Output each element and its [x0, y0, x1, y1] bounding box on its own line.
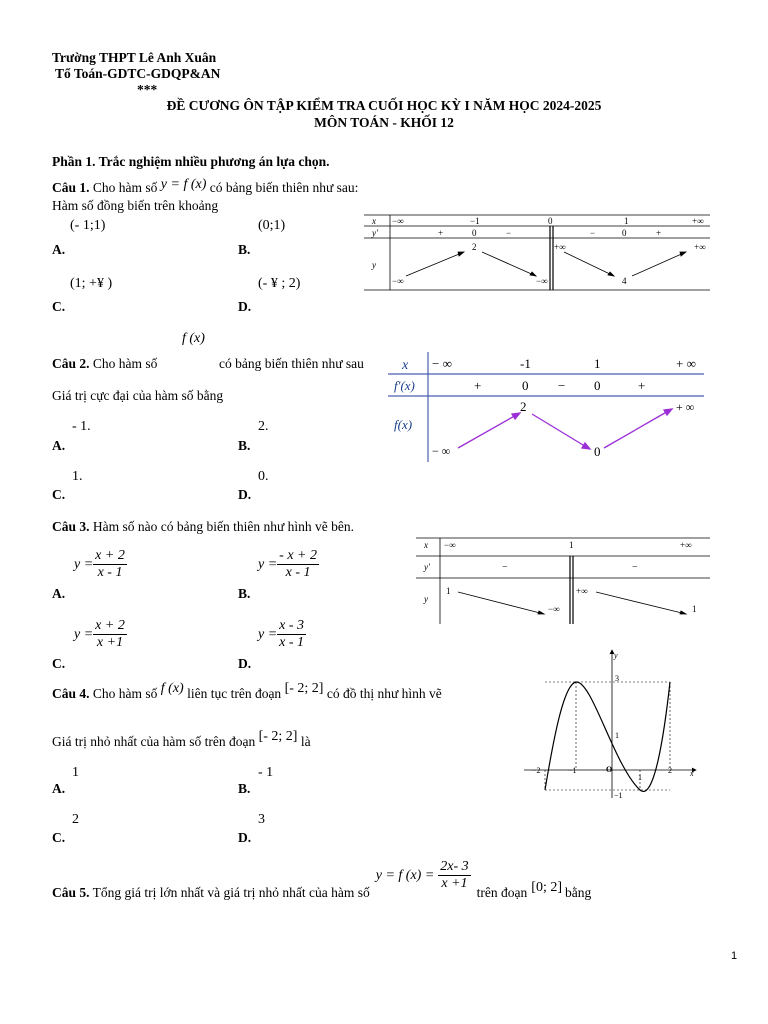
q1-y-val: +∞ — [554, 242, 566, 252]
q2-answer-d-label: D. — [238, 487, 252, 502]
q1-sign: − — [506, 228, 512, 238]
q2-arrow — [604, 410, 670, 448]
q2-answer-a-value: - 1. — [72, 419, 91, 434]
q3-answer-c-label: C. — [52, 656, 66, 671]
q1-answer-b-label: B. — [238, 242, 251, 257]
q2-arrow-head — [664, 409, 672, 415]
q1-y-val: 4 — [622, 276, 627, 286]
q2-x-label: x — [402, 358, 409, 373]
q1-answer-b-value: (0;1) — [258, 218, 286, 233]
q2-variation-table — [388, 350, 706, 464]
document-title: ĐỀ CƯƠNG ÔN TẬP KIỂM TRA CUỐI HỌC KỲ I NĂM HỌC 2024-2025 — [166, 98, 602, 113]
q4-answer-b-value: - 1 — [258, 765, 274, 780]
q3-b-numerator: - x + 2 — [279, 548, 317, 563]
q2-arrow-head — [512, 413, 520, 419]
q3-y-val: −∞ — [548, 604, 560, 614]
q1-x-val: −1 — [470, 216, 480, 226]
q2-y-val: 0 — [594, 444, 601, 459]
q4-tick-x: −2 — [532, 766, 541, 775]
q3-b-lhs: y = — [258, 556, 278, 572]
q1-variation-table — [364, 212, 712, 292]
q3-d-fraction — [277, 618, 306, 651]
question-4-line2-post: là — [300, 734, 311, 749]
q2-x-val: 1 — [594, 356, 601, 371]
q4-curve — [545, 682, 670, 791]
q1-arrow-head — [458, 252, 464, 256]
q1-arrow-head — [608, 272, 614, 276]
question-5-interval: [0; 2] — [531, 880, 562, 895]
q1-sign: + — [438, 228, 444, 238]
q1-y-label: y — [372, 260, 376, 270]
q1-x-label: x — [372, 216, 376, 226]
q3-sign: − — [632, 562, 638, 573]
header-stars: *** — [137, 82, 158, 97]
q2-arrow-head — [582, 443, 590, 449]
question-4-stem — [52, 681, 442, 703]
q4-tick-x: 2 — [668, 766, 672, 775]
q3-arrow-head — [538, 611, 544, 614]
q3-y-val: 1 — [692, 604, 697, 614]
q4-tick-y: 1 — [615, 731, 619, 740]
q1-answer-a-value: (- 1;1) — [70, 218, 106, 233]
q3-y-label: y — [424, 594, 428, 604]
question-3-stem — [52, 519, 354, 535]
q4-tick-x: 1 — [638, 773, 642, 782]
question-5-stem — [52, 859, 592, 902]
q3-a-denominator: x - 1 — [97, 565, 123, 580]
q2-answer-b-label: B. — [238, 438, 251, 453]
question-2-function-above: f (x) — [182, 331, 205, 346]
q3-y-val: +∞ — [576, 586, 588, 596]
question-1-number: Câu 1. — [52, 180, 90, 195]
q4-x-axis-label: x — [690, 769, 694, 778]
q4-tick-x: −1 — [568, 766, 577, 775]
q4-answer-a-label: A. — [52, 781, 66, 796]
q2-sign: + — [638, 378, 646, 393]
q4-y-axis-label: y — [614, 651, 618, 660]
q1-y-val: −∞ — [392, 276, 404, 286]
question-2-pre: Cho hàm số — [92, 356, 158, 371]
q4-tick-y: −1 — [614, 791, 623, 800]
q3-a-lhs: y = — [74, 556, 94, 572]
question-2-stem — [52, 356, 157, 372]
question-2-post: có bảng biến thiên như sau — [219, 356, 364, 371]
question-1-pre: Cho hàm số — [92, 180, 158, 195]
question-4-line2 — [52, 729, 311, 751]
q3-b-fraction — [277, 548, 319, 581]
q2-sign: + — [474, 378, 482, 393]
q1-answer-c-value: (1; +¥ ) — [70, 276, 113, 291]
question-3-number: Câu 3. — [52, 519, 90, 534]
question-4-interval2: [- 2; 2] — [258, 729, 298, 744]
question-5-post: bằng — [565, 885, 592, 900]
q1-y-val: −∞ — [536, 276, 548, 286]
q4-tick-y: 3 — [615, 674, 619, 683]
q3-x-val: 1 — [569, 540, 574, 550]
q3-variation-table — [416, 536, 712, 626]
q2-f-label: f(x) — [394, 417, 413, 432]
q4-function-graph — [514, 646, 702, 806]
q3-c-fraction — [93, 618, 127, 651]
page-number: 1 — [731, 950, 738, 962]
q1-answer-a-label: A. — [52, 242, 66, 257]
q2-fp-label: f′(x) — [394, 378, 415, 393]
q1-arrow — [406, 252, 464, 276]
q2-x-val: − ∞ — [432, 356, 452, 371]
q3-yp-label: y′ — [424, 562, 430, 572]
q3-answer-d-label: D. — [238, 656, 252, 671]
question-2-number: Câu 2. — [52, 356, 90, 371]
department-name: Tổ Toán-GDTC-GDQP&AN — [55, 66, 221, 81]
question-4-function: f (x) — [160, 681, 184, 696]
q1-x-val: +∞ — [692, 216, 704, 226]
q2-arrow — [458, 414, 518, 448]
q1-yp-label: y′ — [372, 228, 378, 238]
q3-c-denominator: x +1 — [96, 635, 124, 650]
question-4-pre: Cho hàm số — [92, 686, 158, 701]
q2-answer-c-label: C. — [52, 487, 66, 502]
q2-answer-a-label: A. — [52, 438, 66, 453]
q5-fraction — [438, 859, 470, 892]
q1-sign: 0 — [472, 228, 477, 238]
q1-arrow — [632, 252, 686, 276]
q3-c-numerator: x + 2 — [95, 618, 125, 633]
q3-c-lhs: y = — [74, 626, 94, 642]
section-heading: Phần 1. Trắc nghiệm nhiều phương án lựa chọn. — [52, 154, 330, 169]
q1-sign: + — [656, 228, 662, 238]
q1-x-val: −∞ — [392, 216, 404, 226]
q4-answer-c-value: 2 — [72, 812, 79, 827]
q1-arrow-head — [530, 272, 536, 276]
question-4-mid: liên tục trên đoạn — [187, 686, 282, 701]
q3-d-lhs: y = — [258, 626, 278, 642]
q2-x-val: -1 — [520, 356, 531, 371]
q3-x-label: x — [424, 540, 428, 550]
document-subtitle: MÔN TOÁN - KHỐI 12 — [314, 115, 454, 130]
q4-answer-a-value: 1 — [72, 765, 79, 780]
q3-sign: − — [502, 562, 508, 573]
question-1-function: y = f (x) — [160, 177, 207, 192]
q3-answer-b-value — [258, 548, 319, 581]
q5-numerator: 2x- 3 — [440, 859, 469, 874]
q3-answer-b-label: B. — [238, 586, 251, 601]
question-4-number: Câu 4. — [52, 686, 90, 701]
q2-sign: 0 — [594, 378, 601, 393]
q1-sign: − — [590, 228, 596, 238]
q4-answer-c-label: C. — [52, 830, 66, 845]
q3-x-val: +∞ — [680, 540, 692, 550]
question-2-line2: Giá trị cực đại của hàm số bằng — [52, 388, 224, 403]
question-1-line2: Hàm số đồng biến trên khoảng — [52, 198, 219, 213]
q3-b-denominator: x - 1 — [285, 565, 311, 580]
q1-x-val: 0 — [548, 216, 553, 226]
question-3-text: Hàm số nào có bảng biến thiên như hình vẽ bên. — [92, 519, 355, 534]
question-5-function — [376, 859, 471, 892]
q3-answer-d-value — [258, 618, 306, 651]
q2-y-val: + ∞ — [676, 400, 695, 414]
q1-y-val: +∞ — [694, 242, 706, 252]
q5-lhs: y = f (x) = — [375, 867, 435, 883]
q2-answer-d-value: 0. — [258, 469, 269, 484]
question-5-mid: trên đoạn — [476, 885, 528, 900]
q1-answer-d-label: D. — [238, 299, 252, 314]
q1-arrow — [564, 252, 614, 276]
q2-y-val: 2 — [520, 399, 527, 414]
q3-a-fraction — [93, 548, 127, 581]
q2-answer-b-value: 2. — [258, 419, 269, 434]
q2-y-val: − ∞ — [432, 444, 451, 458]
q3-answer-a-value — [74, 548, 127, 581]
q3-d-denominator: x - 1 — [279, 635, 305, 650]
q2-arrow — [532, 414, 588, 448]
q2-sign: − — [558, 378, 566, 393]
q1-sign: 0 — [622, 228, 627, 238]
question-4-interval: [- 2; 2] — [284, 681, 324, 696]
q3-a-numerator: x + 2 — [95, 548, 125, 563]
q1-arrow — [482, 252, 536, 276]
question-5-text: Tổng giá trị lớn nhất và giá trị nhỏ nhất của hàm số — [92, 885, 370, 900]
q1-y-val: 2 — [472, 242, 477, 252]
q3-arrow — [458, 592, 544, 614]
question-1-stem — [52, 177, 359, 197]
q3-y-val: 1 — [446, 586, 451, 596]
q2-x-val: + ∞ — [676, 356, 696, 371]
q5-denominator: x +1 — [441, 876, 468, 891]
q3-answer-c-value — [74, 618, 127, 651]
q1-answer-d-value: (- ¥ ; 2) — [258, 276, 301, 291]
q1-answer-c-label: C. — [52, 299, 66, 314]
q3-d-numerator: x - 3 — [279, 618, 305, 633]
school-name: Trường THPT Lê Anh Xuân — [52, 50, 217, 65]
question-5-number: Câu 5. — [52, 885, 90, 900]
q3-arrow — [596, 592, 686, 614]
question-4-post: có đồ thị như hình vẽ — [326, 686, 442, 701]
q1-arrow-head — [680, 252, 686, 256]
q4-answer-d-value: 3 — [258, 812, 265, 827]
q4-answer-b-label: B. — [238, 781, 251, 796]
q1-x-val: 1 — [624, 216, 629, 226]
q3-arrow-head — [680, 611, 686, 614]
q3-x-val: −∞ — [444, 540, 456, 550]
question-4-line2-text: Giá trị nhỏ nhất của hàm số trên đoạn — [52, 734, 256, 749]
question-1-post: có bảng biến thiên như sau: — [209, 180, 359, 195]
q2-sign: 0 — [522, 378, 529, 393]
q3-answer-a-label: A. — [52, 586, 66, 601]
q2-answer-c-value: 1. — [72, 469, 83, 484]
q4-tick-x: O — [606, 765, 613, 774]
q4-answer-d-label: D. — [238, 830, 252, 845]
